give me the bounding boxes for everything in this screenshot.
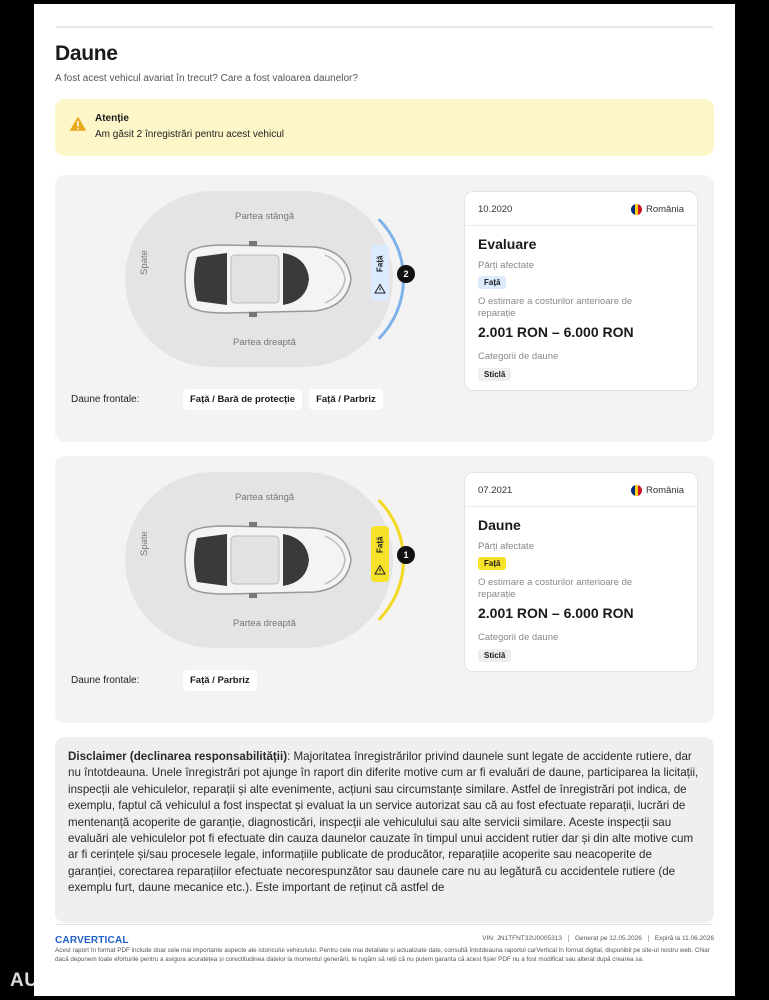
- footer-vin: VIN: JN1TFNT32U0005313: [482, 935, 562, 942]
- parts-label: Părți afectate: [478, 260, 534, 271]
- car-top-view-icon: [175, 241, 355, 317]
- part-tag: Față: [478, 557, 506, 570]
- front-zone-badge: [371, 526, 389, 582]
- warning-icon: [374, 564, 386, 576]
- estimate-label: O estimare a costurilor anterioare de reparație: [478, 577, 633, 600]
- label-left-side: Partea stângă: [235, 492, 295, 503]
- record-date: 07.2021: [478, 485, 513, 496]
- category-tag: Sticlă: [478, 649, 511, 662]
- damage-card: [464, 191, 698, 391]
- autovit-watermark: AUTOVIT.RO: [10, 970, 130, 991]
- record-number-badge: 2: [397, 265, 415, 283]
- romania-flag-icon: [631, 204, 642, 215]
- record-type: Evaluare: [478, 236, 537, 252]
- part-tag: Față: [478, 276, 506, 289]
- country-name: România: [645, 485, 684, 496]
- damage-record-1: [55, 175, 714, 442]
- report-page: [34, 4, 735, 996]
- damage-chip: Față / Bară de protecție: [183, 389, 302, 410]
- car-top-view-icon: [175, 522, 355, 598]
- record-country: [631, 485, 684, 496]
- front-zone-label: Față: [375, 255, 385, 273]
- damage-card: [464, 472, 698, 672]
- footer-meta: [476, 935, 714, 942]
- disclaimer-box: [55, 737, 714, 923]
- label-right-side: Partea dreaptă: [233, 618, 296, 629]
- card-divider: [465, 225, 697, 226]
- footer-divider: [56, 924, 713, 925]
- record-type: Daune: [478, 517, 521, 533]
- label-right-side: Partea dreaptă: [233, 337, 296, 348]
- label-back: Spate: [139, 531, 150, 556]
- romania-flag-icon: [631, 485, 642, 496]
- country-name: România: [645, 204, 684, 215]
- footer-text: Acest raport în format PDF include doar cele mai importante aspecte ale istoricului vehiculului. Pentru cele mai detaliate și actualizate date, consultă întotdeauna raportul carVertical în format digital, disponibil pe site-ul nostru web. Chiar dacă depunem toate eforturile pentru a asigura acuratețea și corectitudinea datelor la momentul generării, te rugăm să reții că nu putem garanta că acest fișier PDF nu a fost modificat sau alterat după crearea sa.: [55, 947, 710, 963]
- footer-expires: Expiră la 11.06.2026: [648, 935, 714, 942]
- attention-alert: [55, 99, 714, 156]
- damage-chip: Față / Parbriz: [309, 389, 383, 410]
- record-number-badge: 1: [397, 546, 415, 564]
- page-title: Daune: [55, 42, 118, 65]
- alert-message: Am găsit 2 înregistrări pentru acest vehicul: [95, 129, 284, 140]
- category-label: Categorii de daune: [478, 351, 559, 362]
- footer-generated: Generat pe 12.05.2026: [568, 935, 642, 942]
- page-subtitle: A fost acest vehicul avariat în trecut? Care a fost valoarea daunelor?: [55, 73, 358, 84]
- damage-record-2: [55, 456, 714, 723]
- front-zone-badge: [371, 245, 389, 301]
- label-left-side: Partea stângă: [235, 211, 295, 222]
- category-tag: Sticlă: [478, 368, 511, 381]
- front-damage-row: [71, 670, 264, 691]
- top-divider: [56, 26, 713, 28]
- card-divider: [465, 506, 697, 507]
- estimate-value: 2.001 RON – 6.000 RON: [478, 605, 634, 621]
- record-country: [631, 204, 684, 215]
- car-damage-diagram: [125, 189, 425, 373]
- car-damage-diagram: [125, 470, 425, 654]
- parts-label: Părți afectate: [478, 541, 534, 552]
- alert-title: Atenție: [95, 113, 129, 124]
- front-damage-label: Daune frontale:: [71, 394, 140, 405]
- estimate-label: O estimare a costurilor anterioare de reparație: [478, 296, 633, 319]
- estimate-value: 2.001 RON – 6.000 RON: [478, 324, 634, 340]
- warning-icon: [69, 115, 87, 133]
- record-date: 10.2020: [478, 204, 513, 215]
- disclaimer-text: : Majoritatea înregistrărilor privind daunele sunt legate de accidente rutiere, dar nu întotdeauna. Unele înregistrări pot ajunge în raport din diferite motive cum ar fi evaluări de daune, participarea la licitații, inspecții ale vehiculelor, reparații și alte evenimente, acțiuni sau circumstanțe similare. Astfel de înregistrări pot indica, de exemplu, faptul că vehiculul a fost inspectat și evaluat la un service autorizat sau că au fost efectuate reparații, lucrări de mentenanță acoperite de garanție, diagnosticări, inspecții ale vehiculului sau alte servicii similare. Aceste inspecții sau evaluări ale vehiculelor pot fi efectuate din cauza daunelor cauzate în timpul unui accident rutier dar și din alte motive cum ar fi cerințele și/sau procesele legale, informațiile publicate de producător, reparațiile acoperite sau neacoperite de garanției, corectarea reparațiilor efectuate necorespunzător sau daunele care nu au legătură cu accidentele rutiere (de exemplu furt, daune mecanice etc.). Este important de reținut că astfel de: [68, 750, 699, 895]
- category-label: Categorii de daune: [478, 632, 559, 643]
- front-damage-label: Daune frontale:: [71, 675, 140, 686]
- front-damage-row: [71, 389, 390, 410]
- front-zone-label: Față: [375, 536, 385, 554]
- warning-icon: [374, 283, 386, 295]
- label-back: Spate: [139, 250, 150, 275]
- damage-chip: Față / Parbriz: [183, 670, 257, 691]
- disclaimer-heading: Disclaimer (declinarea responsabilității): [68, 750, 288, 763]
- carvertical-logo: CARVERTICAL: [55, 935, 129, 946]
